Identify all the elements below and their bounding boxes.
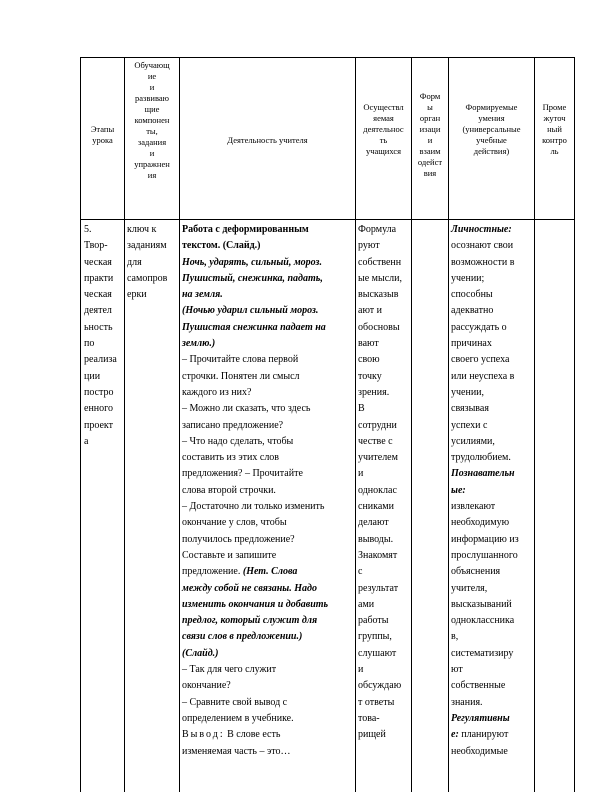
skills-line: систематизиру <box>451 647 514 659</box>
students-line: и <box>358 468 364 480</box>
table-top-border <box>80 57 574 58</box>
teacher-line: (Слайд.) <box>182 647 219 659</box>
header-tasks-line: ты, <box>146 126 158 136</box>
teacher-line: Вывод: В слове есть <box>182 729 281 741</box>
skills-line: необходимую <box>451 517 510 529</box>
teacher-activity-cell <box>182 222 354 760</box>
skills-line: успехи с <box>451 419 488 431</box>
students-line: и <box>358 664 364 676</box>
skills-line: Личностные: <box>451 224 512 235</box>
skills-line: учении, <box>451 386 485 398</box>
teacher-line: предложения? – Прочитайте <box>182 468 303 480</box>
header-stage-line: Этапы <box>90 124 115 134</box>
teacher-line: каждого из них? <box>182 386 252 398</box>
students-line: т ответы <box>358 696 395 708</box>
teacher-line: – Достаточно ли только изменить <box>182 501 325 513</box>
header-control-line: Проме <box>542 102 567 112</box>
teacher-line: – Так для чего служит <box>182 664 277 676</box>
students-line: высказыв <box>358 289 399 301</box>
header-forms <box>412 91 448 179</box>
header-skills-line: учебные <box>476 135 507 145</box>
teacher-line: составить из этих слов <box>182 452 280 464</box>
skills-line: осознают свои <box>451 240 514 252</box>
students-line: Знакомят <box>358 549 398 561</box>
header-tasks-line: ие <box>147 71 157 81</box>
students-line: собственн <box>358 256 402 268</box>
teacher-line: между собой не связаны. Надо <box>182 582 317 594</box>
students-line: ые мысли, <box>358 272 402 284</box>
skills-line: необходимые <box>451 745 508 757</box>
skills-line: одноклассника <box>451 615 515 627</box>
stage-line: деятел <box>84 305 112 317</box>
teacher-line: текстом. (Слайд.) <box>182 240 261 252</box>
teacher-line: Ночь, ударять, сильный, мороз. <box>182 256 322 268</box>
header-control-line: жуточ <box>543 113 566 123</box>
skills-line: своего успеха <box>451 354 510 366</box>
col-border-3 <box>355 57 356 792</box>
teacher-line: окончание? <box>182 680 231 692</box>
teacher-line: записано предложение? <box>182 419 284 431</box>
students-line: ами <box>358 598 375 610</box>
header-skills-line: умения <box>478 113 505 123</box>
tasks-cell <box>127 222 179 303</box>
header-students-line: деятельнос <box>363 124 404 134</box>
students-line: честве с <box>358 435 393 447</box>
teacher-line: – Сравните свой вывод с <box>182 696 288 708</box>
header-control-line: контро <box>542 135 567 145</box>
stage-line: ческая <box>84 289 112 301</box>
skills-line: прослушанного <box>451 549 518 561</box>
header-skills-line: действия) <box>473 146 510 156</box>
col-border-6 <box>534 57 535 792</box>
tasks-line: заданиям <box>127 240 167 252</box>
tasks-line: ерки <box>127 289 147 301</box>
teacher-line: – Можно ли сказать, что здесь <box>182 403 311 415</box>
students-line: вают <box>358 338 379 350</box>
header-control <box>535 102 574 157</box>
skills-line: Регулятивны <box>451 712 510 724</box>
header-forms-line: одейст <box>417 157 443 167</box>
skills-line: в, <box>451 631 459 643</box>
header-skills <box>449 102 534 157</box>
stage-line: ции <box>84 370 101 382</box>
teacher-line: изменяемая часть – это… <box>182 745 291 757</box>
header-forms-line: ы <box>427 102 433 112</box>
header-control-line: ный <box>547 124 562 134</box>
stage-line: енного <box>84 403 113 415</box>
stage-line: Твор- <box>84 240 108 252</box>
header-students-line: учащихся <box>365 146 402 156</box>
students-line: Формула <box>358 224 397 235</box>
header-skills-line: Формируемые <box>465 102 518 112</box>
students-line: с <box>358 566 363 578</box>
students-line: группы, <box>358 631 392 643</box>
skills-line: усилиями, <box>451 435 495 447</box>
header-teacher-line: Деятельность учителя <box>227 135 308 145</box>
stage-line: по <box>84 338 95 350</box>
stage-line: реализа <box>84 354 117 366</box>
students-line: работы <box>358 615 389 627</box>
tasks-line: ключ к <box>127 224 157 235</box>
teacher-line: (Ночью ударил сильный мороз. <box>182 305 319 317</box>
skills-cell <box>451 222 534 760</box>
header-skills-line: (универсальные <box>462 124 521 134</box>
teacher-line: на земля. <box>182 289 223 301</box>
students-line: зрения. <box>358 386 390 398</box>
students-line: свою <box>358 354 380 366</box>
header-row-divider <box>80 219 574 220</box>
col-border-0 <box>80 57 81 792</box>
skills-line: рассуждать о <box>451 321 507 333</box>
students-line: това- <box>358 712 380 724</box>
header-forms-line: Форм <box>419 91 441 101</box>
teacher-line: строчки. Понятен ли смысл <box>182 370 300 382</box>
col-border-2 <box>179 57 180 792</box>
header-tasks-line: задания <box>137 137 167 147</box>
teacher-line: землю.) <box>182 338 216 350</box>
header-forms-line: взаим <box>419 146 441 156</box>
header-control-line: ль <box>550 146 559 156</box>
students-line: выводы. <box>358 533 394 545</box>
students-line: слушают <box>358 647 397 659</box>
stage-line: ческая <box>84 256 112 268</box>
skills-line: Познавательн <box>451 468 515 480</box>
skills-line: возможности в <box>451 256 515 268</box>
col-border-5 <box>448 57 449 792</box>
teacher-line: – Что надо сделать, чтобы <box>182 435 294 447</box>
skills-line: е: планируют <box>451 729 509 741</box>
students-line: обсуждаю <box>358 680 402 692</box>
skills-line: учении; <box>451 272 485 284</box>
skills-line: знания. <box>451 696 483 708</box>
col-border-7 <box>574 57 575 792</box>
skills-line: собственные <box>451 680 506 692</box>
stage-line: 5. <box>84 224 92 235</box>
skills-line: связывая <box>451 403 489 415</box>
header-tasks-line: компонен <box>134 115 170 125</box>
teacher-line: слова второй строчки. <box>182 484 276 496</box>
header-forms-line: и <box>427 135 433 145</box>
students-line: сниками <box>358 501 394 513</box>
header-forms-line: орган <box>419 113 441 123</box>
stage-line: постро <box>84 386 114 398</box>
students-line: обосновы <box>358 321 400 333</box>
header-tasks-line: Обучающ <box>134 60 170 70</box>
stage-line: а <box>84 435 89 447</box>
header-tasks <box>125 60 179 181</box>
header-stage-line: урока <box>92 135 113 145</box>
header-students-line: ть <box>379 135 388 145</box>
header-tasks-line: ия <box>147 170 157 180</box>
students-line: одноклас <box>358 484 397 496</box>
stage-line: практи <box>84 272 114 284</box>
teacher-line: Составьте и запишите <box>182 549 277 561</box>
teacher-line: Пушистая снежинка падает на <box>182 321 326 333</box>
students-line: руют <box>358 240 380 252</box>
students-line: рищей <box>358 729 386 741</box>
skills-line: ют <box>451 664 463 676</box>
students-line: делают <box>358 517 389 529</box>
stage-line: проект <box>84 419 114 431</box>
header-students-line: яемая <box>373 113 394 123</box>
teacher-line: предлог, который служит для <box>182 615 318 627</box>
header-students <box>356 102 411 157</box>
header-stage <box>81 124 124 146</box>
skills-line: извлекают <box>451 501 496 513</box>
teacher-line: получилось предложение? <box>182 533 295 545</box>
tasks-line: для <box>127 256 142 268</box>
skills-line: ые: <box>451 484 466 496</box>
skills-line: высказываний <box>451 598 512 610</box>
header-tasks-line: и <box>149 148 155 158</box>
skills-line: объяснения <box>451 566 501 578</box>
teacher-line: – Прочитайте слова первой <box>182 354 299 366</box>
teacher-line: изменить окончания и добавить <box>182 598 329 610</box>
students-activity-cell <box>358 222 411 744</box>
stage-cell <box>84 222 124 450</box>
header-forms-line: изаци <box>419 124 441 134</box>
header-tasks-line: упражнен <box>134 159 170 169</box>
skills-line: причинах <box>451 338 492 350</box>
teacher-line: Работа с деформированным <box>182 224 309 235</box>
header-tasks-line: щие <box>144 104 160 114</box>
header-tasks-line: и <box>149 82 155 92</box>
teacher-line: связи слов в предложении.) <box>182 631 303 643</box>
teacher-line: предложение. (Нет. Слова <box>182 566 298 578</box>
students-line: результат <box>358 582 399 594</box>
header-teacher <box>180 135 355 146</box>
students-line: учителем <box>358 452 398 464</box>
students-line: точку <box>358 370 382 382</box>
header-students-line: Осуществл <box>363 102 404 112</box>
students-line: В <box>358 403 365 415</box>
tasks-line: самопров <box>127 272 168 284</box>
header-tasks-line: развиваю <box>135 93 169 103</box>
header-forms-line: вия <box>423 168 437 178</box>
skills-line: учителя, <box>451 582 488 594</box>
students-line: ают и <box>358 305 382 317</box>
skills-line: или неуспеха в <box>451 370 515 382</box>
teacher-line: Пушистый, снежинка, падать, <box>182 272 323 284</box>
teacher-line: определением в учебнике. <box>182 712 294 724</box>
skills-line: способны <box>451 289 493 301</box>
teacher-line: окончание у слов, чтобы <box>182 517 287 529</box>
skills-line: адекватно <box>451 305 494 317</box>
stage-line: ьность <box>84 321 113 333</box>
skills-line: трудолюбием. <box>451 452 511 464</box>
students-line: сотрудни <box>358 419 397 431</box>
skills-line: информацию из <box>451 533 519 545</box>
